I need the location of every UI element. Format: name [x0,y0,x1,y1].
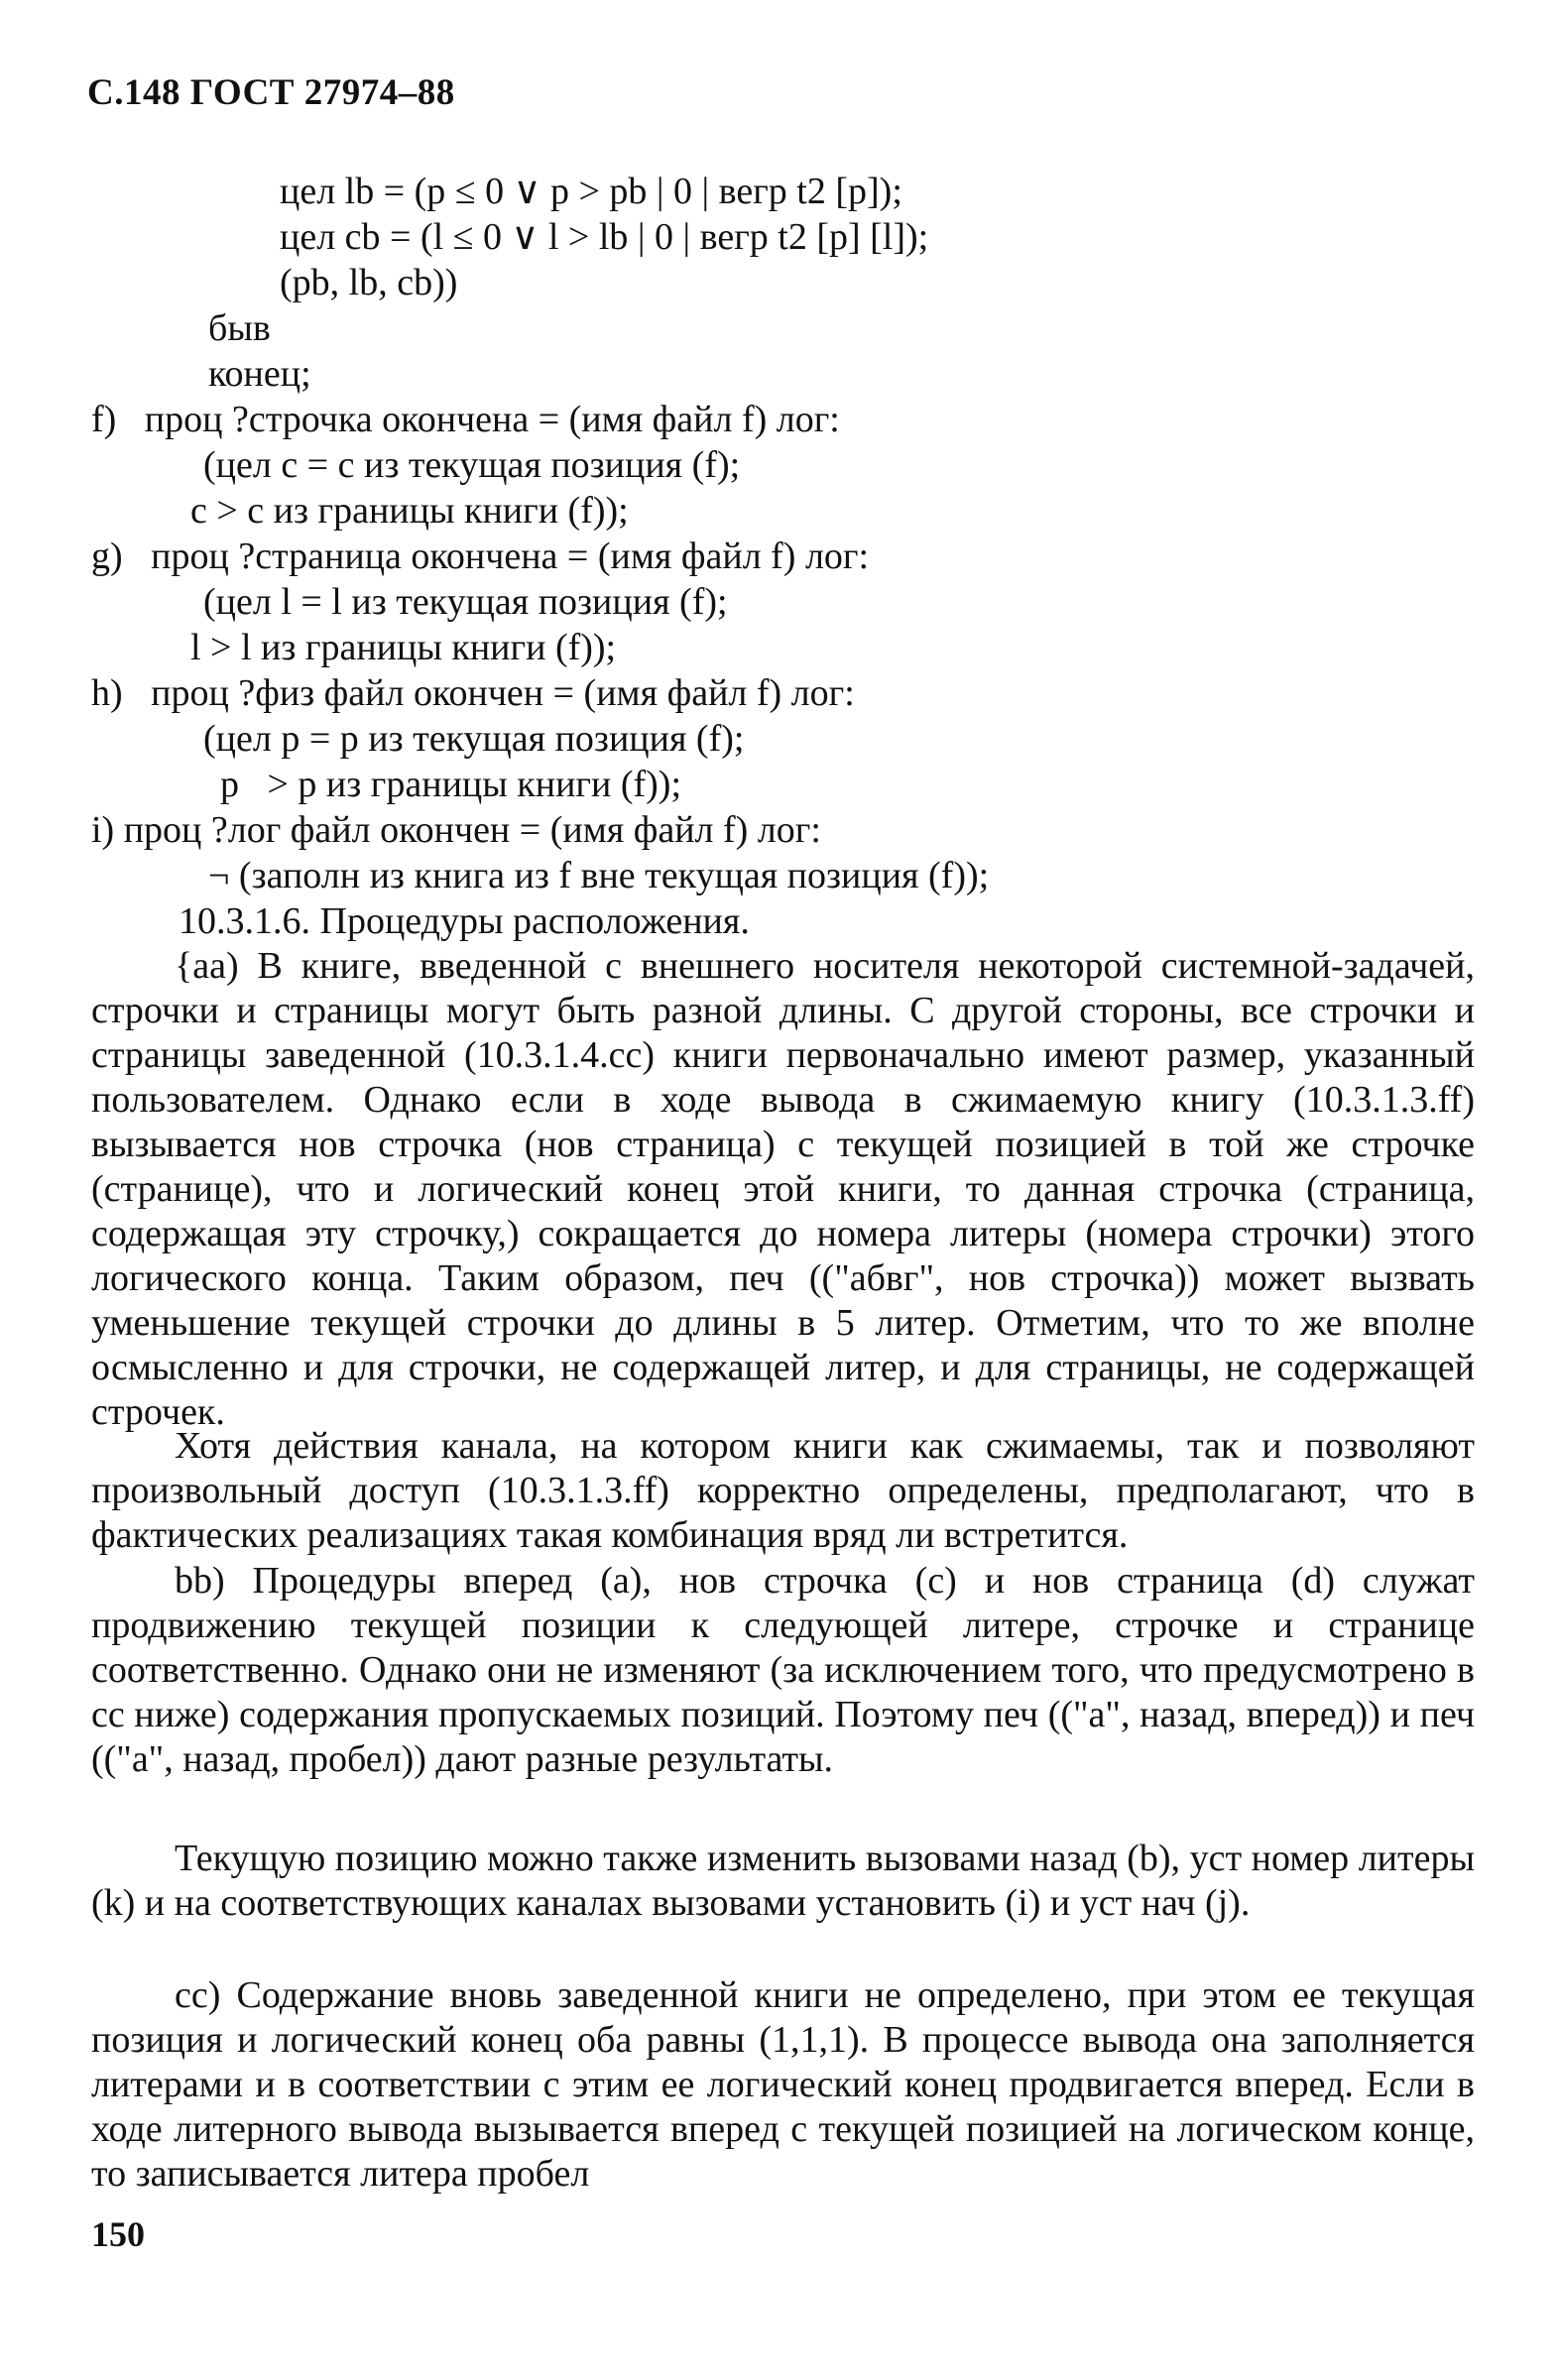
code-line: быв [208,307,271,349]
code-line: (цел l = l из текущая позиция (f); [203,581,728,623]
code-line: (pb, lb, cb)) [280,262,458,303]
code-line: f) проц ?строчка окончена = (имя файл f) лог: [91,399,840,440]
paragraph: Хотя действия канала, на котором книги как сжимаемы, так и позволяют произвольный доступ (10.3.1.3.ff) корректно определены, предполагают, что в фактических реализациях такая комбинация вряд ли встретится. [91,1425,1475,1556]
paragraph: Текущую позицию можно также изменить вызовами назад (b), уст номер литеры (k) и на соответствующих каналах вызовами установить (i) и уст нач (j). [91,1838,1475,1924]
section-heading: 10.3.1.6. Процедуры расположения. [179,900,750,942]
paragraph: {aa) В книге, введенной с внешнего носителя некоторой системной-задачей, строчки и страницы могут быть разной длины. С другой стороны, все строчки и страницы заведенной (10.3.1.4.cc) книги первоначально имеют размер, указанный пользователем. Однако если в ходе вывода в сжимаемую книгу (10.3.1.3.ff) вызывается нов строчка (нов страница) с текущей позицией в той же строчке (странице), что и логический конец этой книги, то данная строчка (страница, содержащая эту строчку,) сокращается до номера литеры (номера строчки) этого логического конца. Таким образом, печ (("абвг", нов строчка)) может вызвать уменьшение текущей строчки до длины в 5 литер. Отметим, что то же вполне осмысленно и для строчки, не содержащей литер, и для страницы, не содержащей строчек. [91,945,1475,1433]
code-line: p > p из границы книги (f)); [220,764,681,805]
code-line: цел cb = (l ≤ 0 ∨ l > lb | 0 | вегр t2 [p] [l]); [280,216,929,258]
code-line: i) проц ?лог файл окончен = (имя файл f) лог: [91,809,821,851]
code-line: (цел c = c из текущая позиция (f); [203,444,741,486]
paragraph: cc) Содержание вновь заведенной книги не определено, при этом ее текущая позиция и логический конец оба равны (1,1,1). В процессе вывода она заполняется литерами и в соответствии с этим ее логический конец продвигается вперед. Если в ходе литерного вывода вызывается вперед с текущей позицией на логическом конце, то записывается литера пробел [91,1974,1475,2195]
code-line: цел lb = (p ≤ 0 ∨ p > pb | 0 | вегр t2 [p]); [280,171,902,212]
code-line: l > l из границы книги (f)); [190,627,617,668]
code-line: c > c из границы книги (f)); [190,490,629,532]
page-number: 150 [91,2214,145,2254]
paragraph: bb) Процедуры вперед (a), нов строчка (c) и нов страница (d) служат продвижению текущей позиции к следующей литере, строчке и странице соответственно. Однако они не изменяют (за исключением того, что предусмотрено в cc ниже) содержания пропускаемых позиций. Поэтому печ (("a", назад, вперед)) и печ (("a", назад, пробел)) дают разные результаты. [91,1560,1475,1780]
code-line: h) проц ?физ файл окончен = (имя файл f) лог: [91,672,855,714]
code-line: g) проц ?страница окончена = (имя файл f) лог: [91,536,870,577]
code-line: ¬ (заполн из книга из f вне текущая позиция (f)); [208,855,990,896]
code-line: (цел p = p из текущая позиция (f); [203,718,745,760]
page-header: С.148 ГОСТ 27974–88 [87,72,455,113]
code-line: конец; [208,353,311,395]
